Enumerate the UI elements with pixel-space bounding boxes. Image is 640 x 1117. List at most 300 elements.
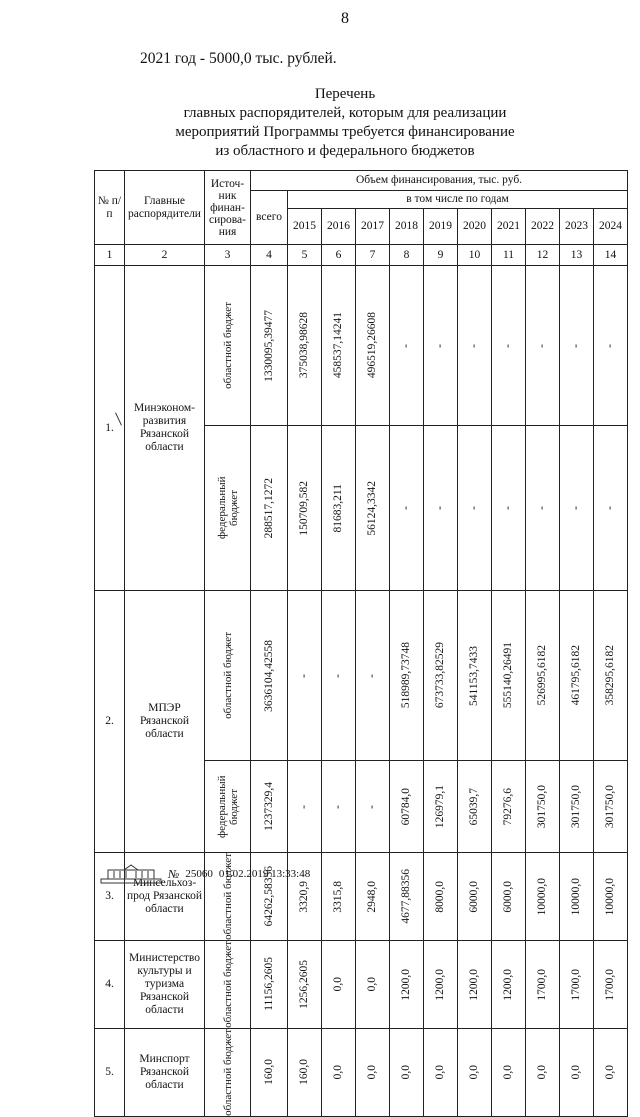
header-source: Источ-ник финан-сирова-ния xyxy=(205,171,251,245)
row-year-value-text: 79276,6 xyxy=(502,787,514,826)
row-year-value-text: - xyxy=(468,506,480,510)
row-year-value-wrap xyxy=(322,312,355,378)
row-total-text: 288517,1272 xyxy=(262,477,275,539)
row-year-value xyxy=(356,426,390,591)
row-year-value-text: 0,0 xyxy=(366,977,378,992)
column-number: 1 xyxy=(95,245,125,266)
row-year-value-wrap xyxy=(560,344,593,348)
row-year-value xyxy=(526,426,560,591)
column-number: 13 xyxy=(560,245,594,266)
row-total-wrap xyxy=(251,957,287,1011)
row-year-value xyxy=(288,1028,322,1116)
row-year-value xyxy=(390,853,424,941)
row-year-value-wrap xyxy=(356,881,389,913)
row-year-value-text: 0,0 xyxy=(434,1065,446,1080)
header-num: № п/п xyxy=(95,171,125,245)
row-year-value xyxy=(356,1028,390,1116)
row-year-value-wrap xyxy=(424,344,457,348)
row-year-value-text: - xyxy=(434,343,446,348)
row-year-value-wrap xyxy=(322,674,355,678)
header-year: 2020 xyxy=(458,209,492,245)
row-year-value xyxy=(424,940,458,1028)
row-year-value xyxy=(594,1028,628,1116)
row-year-value-text: - xyxy=(536,506,548,510)
row-year-value-wrap xyxy=(390,506,423,510)
row-year-value xyxy=(458,266,492,426)
column-number: 4 xyxy=(251,245,288,266)
row-year-value xyxy=(458,426,492,591)
row-year-value-wrap xyxy=(424,642,457,708)
row-source-wrap xyxy=(205,1029,250,1116)
row-total-wrap xyxy=(251,478,287,538)
row-year-value-text: 1700,0 xyxy=(536,968,548,1001)
row-year-value-wrap xyxy=(288,960,321,1009)
page-heading xyxy=(150,85,540,161)
column-number: 14 xyxy=(594,245,628,266)
row-year-value-text: - xyxy=(502,343,514,348)
row-year-value-wrap xyxy=(288,805,321,809)
row-year-value xyxy=(492,426,526,591)
row-year-value xyxy=(560,426,594,591)
row-year-value-wrap xyxy=(594,645,627,705)
row-year-value-wrap xyxy=(322,977,355,991)
row-year-value xyxy=(560,266,594,426)
row-year-value-wrap xyxy=(492,788,525,825)
row-year-value-text: 1200,0 xyxy=(502,968,514,1001)
header-year: 2022 xyxy=(526,209,560,245)
row-year-value xyxy=(356,266,390,426)
footer-number-mark: № xyxy=(168,866,180,881)
row-year-value xyxy=(322,591,356,761)
row-year-value xyxy=(322,853,356,941)
row-year-value-text: 461795,6182 xyxy=(570,645,582,706)
row-year-value xyxy=(492,940,526,1028)
header-year: 2018 xyxy=(390,209,424,245)
row-total-text: 1330095,39477 xyxy=(262,309,275,382)
row-year-value xyxy=(594,266,628,426)
table-row xyxy=(95,1028,628,1116)
row-source-text: областной бюджет xyxy=(221,632,234,719)
row-total xyxy=(251,266,288,426)
row-year-value xyxy=(424,1028,458,1116)
building-seal-icon xyxy=(100,864,162,884)
row-year-value-wrap xyxy=(526,969,559,1001)
row-year-value-text: 0,0 xyxy=(604,1065,616,1080)
row-year-value-wrap xyxy=(492,1065,525,1079)
row-year-value-wrap xyxy=(356,977,389,991)
row-year-value xyxy=(594,761,628,853)
row-year-value-text: 0,0 xyxy=(536,1065,548,1080)
column-number: 6 xyxy=(322,245,356,266)
row-year-value xyxy=(390,1028,424,1116)
row-source xyxy=(205,940,251,1028)
row-year-value-text: 65039,7 xyxy=(468,787,480,826)
row-year-value-text: 1200,0 xyxy=(400,968,412,1001)
row-source-text: федеральный бюджет xyxy=(215,775,240,838)
row-year-value xyxy=(594,591,628,761)
row-year-value xyxy=(492,1028,526,1116)
row-year-value-text: 0,0 xyxy=(570,1065,582,1080)
row-year-value-wrap xyxy=(322,805,355,809)
row-year-value xyxy=(356,591,390,761)
row-year-value-text: 10000,0 xyxy=(570,877,582,916)
row-year-value-wrap xyxy=(390,1065,423,1079)
row-year-value-wrap xyxy=(288,1059,321,1085)
row-year-value-wrap xyxy=(560,506,593,510)
row-year-value-text: 0,0 xyxy=(468,1065,480,1080)
row-total-wrap xyxy=(251,1059,287,1085)
row-year-value xyxy=(458,761,492,853)
row-year-value-text: 6000,0 xyxy=(468,880,480,913)
row-year-value-text: 2948,0 xyxy=(366,880,378,913)
row-year-value xyxy=(526,940,560,1028)
row-year-value xyxy=(322,266,356,426)
row-year-value-wrap xyxy=(560,785,593,828)
row-year-value xyxy=(424,266,458,426)
row-year-value-text: 160,0 xyxy=(298,1059,310,1086)
row-year-value-text: 3315,8 xyxy=(332,880,344,913)
row-year-value-text: 358295,6182 xyxy=(604,645,616,706)
row-year-value xyxy=(288,761,322,853)
row-organization: МПЭР Рязанской области xyxy=(125,591,205,853)
lead-line: 2021 год - 5000,0 тыс. рублей. xyxy=(140,50,337,67)
row-year-value-wrap xyxy=(526,1065,559,1079)
page-number: 8 xyxy=(341,10,349,27)
row-year-value-wrap xyxy=(356,805,389,809)
row-total-text: 160,0 xyxy=(262,1059,275,1086)
row-year-value xyxy=(458,853,492,941)
row-year-value-wrap xyxy=(458,344,491,348)
header-year: 2023 xyxy=(560,209,594,245)
row-year-value xyxy=(526,853,560,941)
row-year-value-wrap xyxy=(492,642,525,708)
row-year-value-text: 3320,9 xyxy=(298,880,310,913)
row-source-text: федеральный бюджет xyxy=(215,476,240,540)
row-year-value xyxy=(356,853,390,941)
row-year-value-wrap xyxy=(458,646,491,706)
row-year-value-wrap xyxy=(356,312,389,378)
row-year-value-wrap xyxy=(492,881,525,913)
row-year-value-wrap xyxy=(458,788,491,825)
row-year-value xyxy=(322,1028,356,1116)
row-year-value xyxy=(492,853,526,941)
row-year-value-wrap xyxy=(492,344,525,348)
column-number: 7 xyxy=(356,245,390,266)
row-year-value xyxy=(594,940,628,1028)
row-year-value xyxy=(594,853,628,941)
row-year-value-text: 1700,0 xyxy=(570,968,582,1001)
row-year-value-wrap xyxy=(560,969,593,1001)
row-year-value-wrap xyxy=(594,785,627,828)
row-year-value-wrap xyxy=(322,484,355,532)
row-total xyxy=(251,940,288,1028)
header-year: 2016 xyxy=(322,209,356,245)
row-year-value xyxy=(458,940,492,1028)
row-year-value xyxy=(288,940,322,1028)
row-year-value-wrap xyxy=(458,1065,491,1079)
header-year: 2019 xyxy=(424,209,458,245)
row-index: 5. xyxy=(95,1028,125,1116)
row-year-value-wrap xyxy=(288,312,321,378)
row-year-value xyxy=(526,761,560,853)
column-number: 2 xyxy=(125,245,205,266)
table-row xyxy=(95,940,628,1028)
row-year-value-text: 0,0 xyxy=(400,1065,412,1080)
row-year-value xyxy=(560,591,594,761)
row-year-value xyxy=(390,761,424,853)
row-year-value-wrap xyxy=(322,1065,355,1079)
row-total-text: 3636104,42558 xyxy=(262,639,275,712)
row-year-value-wrap xyxy=(356,481,389,536)
row-year-value-text: 301750,0 xyxy=(570,784,582,829)
row-year-value xyxy=(390,591,424,761)
heading-line-3: мероприятий Программы требуется финансирование xyxy=(175,124,515,140)
row-year-value-wrap xyxy=(526,506,559,510)
row-year-value-wrap xyxy=(526,785,559,828)
row-year-value-text: - xyxy=(604,343,616,348)
row-year-value xyxy=(560,940,594,1028)
row-organization: Минэконом-развития Рязанской области xyxy=(125,266,205,591)
table-row xyxy=(95,266,628,426)
row-organization: Минспорт Рязанской области xyxy=(125,1028,205,1116)
table-row xyxy=(95,591,628,761)
row-year-value-wrap xyxy=(594,878,627,915)
row-source-wrap xyxy=(205,632,250,719)
row-total xyxy=(251,1028,288,1116)
header-volume: Объем финансирования, тыс. руб. xyxy=(251,171,628,191)
row-year-value-text: 8000,0 xyxy=(434,880,446,913)
row-year-value-wrap xyxy=(390,969,423,1001)
row-year-value-text: 301750,0 xyxy=(604,784,616,829)
row-index: 1. xyxy=(95,266,125,591)
header-incl: в том числе по годам xyxy=(288,191,628,209)
row-year-value-text: - xyxy=(434,506,446,510)
row-year-value-text: - xyxy=(400,343,412,348)
row-total-text: 1237329,4 xyxy=(262,782,275,831)
header-year: 2015 xyxy=(288,209,322,245)
row-year-value xyxy=(390,426,424,591)
row-year-value-wrap xyxy=(526,878,559,915)
row-year-value xyxy=(424,591,458,761)
row-year-value xyxy=(322,761,356,853)
row-year-value xyxy=(560,761,594,853)
row-year-value-text: 1200,0 xyxy=(434,968,446,1001)
row-total-text: 64262,58356 xyxy=(262,866,275,927)
row-year-value xyxy=(424,853,458,941)
row-year-value-text: 10000,0 xyxy=(536,877,548,916)
row-year-value-wrap xyxy=(458,969,491,1001)
row-year-value-wrap xyxy=(356,1065,389,1079)
row-index: 4. xyxy=(95,940,125,1028)
row-year-value-text: 555140,26491 xyxy=(502,642,514,709)
row-year-value-text: 56124,3342 xyxy=(366,480,378,536)
row-year-value-text: - xyxy=(570,506,582,510)
row-year-value-text: 4677,88356 xyxy=(400,869,412,924)
row-year-value-text: - xyxy=(468,343,480,348)
row-year-value-text: 1200,0 xyxy=(468,968,480,1001)
row-year-value xyxy=(458,1028,492,1116)
row-year-value-wrap xyxy=(390,788,423,825)
row-year-value xyxy=(424,761,458,853)
row-year-value-text: - xyxy=(536,343,548,348)
row-source xyxy=(205,426,251,591)
row-index: 3. xyxy=(95,853,125,941)
row-year-value-text: 0,0 xyxy=(502,1065,514,1080)
row-year-value-wrap xyxy=(560,878,593,915)
row-source xyxy=(205,591,251,761)
row-year-value-text: 458537,14241 xyxy=(332,312,344,379)
header-year: 2021 xyxy=(492,209,526,245)
column-number: 12 xyxy=(526,245,560,266)
row-index: 2. xyxy=(95,591,125,853)
row-year-value-text: 526995,6182 xyxy=(536,645,548,706)
row-year-value-text: 0,0 xyxy=(332,977,344,992)
row-year-value xyxy=(322,426,356,591)
footer-timestamp: 01.02.2019 13:33:48 xyxy=(218,868,311,880)
row-year-value-wrap xyxy=(458,506,491,510)
row-year-value-text: 1700,0 xyxy=(604,968,616,1001)
row-total-wrap xyxy=(251,310,287,382)
row-year-value-wrap xyxy=(356,674,389,678)
row-source xyxy=(205,266,251,426)
row-year-value-wrap xyxy=(424,785,457,828)
row-year-value-wrap xyxy=(322,881,355,913)
row-year-value-text: 0,0 xyxy=(332,1065,344,1080)
column-number: 10 xyxy=(458,245,492,266)
row-year-value xyxy=(390,266,424,426)
row-year-value-text: 6000,0 xyxy=(502,880,514,913)
row-year-value xyxy=(526,591,560,761)
row-year-value xyxy=(594,426,628,591)
header-total: всего xyxy=(251,191,288,245)
row-year-value-text: - xyxy=(298,673,310,678)
row-year-value-wrap xyxy=(492,969,525,1001)
row-year-value-wrap xyxy=(526,344,559,348)
row-year-value-text: - xyxy=(570,343,582,348)
row-total-wrap xyxy=(251,640,287,712)
row-year-value-text: - xyxy=(604,506,616,510)
row-year-value-wrap xyxy=(424,969,457,1001)
heading-line-1: Перечень xyxy=(314,86,376,102)
row-year-value-wrap xyxy=(594,506,627,510)
column-number: 9 xyxy=(424,245,458,266)
row-year-value-wrap xyxy=(594,344,627,348)
row-source-text: областной бюджет xyxy=(221,940,234,1028)
row-year-value-wrap xyxy=(560,645,593,705)
row-year-value xyxy=(492,761,526,853)
row-year-value-wrap xyxy=(458,881,491,913)
row-year-value-text: 150709,582 xyxy=(298,480,310,536)
footer xyxy=(100,864,310,884)
row-year-value-text: 60784,0 xyxy=(400,787,412,826)
heading-line-4: из областного и федерального бюджетов xyxy=(215,143,475,159)
row-year-value-text: 541153,7433 xyxy=(468,645,480,706)
row-year-value xyxy=(424,426,458,591)
row-total xyxy=(251,591,288,761)
row-year-value-text: - xyxy=(400,506,412,510)
row-year-value xyxy=(390,940,424,1028)
row-year-value-text: - xyxy=(332,673,344,678)
column-number: 3 xyxy=(205,245,251,266)
row-total-text: 11156,2605 xyxy=(262,957,275,1012)
column-number: 5 xyxy=(288,245,322,266)
column-number: 11 xyxy=(492,245,526,266)
row-year-value-text: 375038,98628 xyxy=(298,312,310,379)
row-year-value-wrap xyxy=(288,481,321,536)
row-year-value-wrap xyxy=(594,969,627,1001)
row-year-value-text: 301750,0 xyxy=(536,784,548,829)
header-year: 2024 xyxy=(594,209,628,245)
row-year-value xyxy=(356,940,390,1028)
row-year-value-wrap xyxy=(390,869,423,924)
row-year-value-wrap xyxy=(390,642,423,708)
row-year-value-wrap xyxy=(424,881,457,913)
row-year-value-text: 0,0 xyxy=(366,1065,378,1080)
row-year-value-text: 496519,26608 xyxy=(366,312,378,379)
row-organization: Минсельхоз-прод Рязанской области xyxy=(125,853,205,941)
row-year-value-text: - xyxy=(366,804,378,809)
row-source-wrap xyxy=(205,762,250,852)
row-year-value xyxy=(322,940,356,1028)
footer-doc-id: 25060 xyxy=(185,868,213,880)
row-year-value-text: 673733,82529 xyxy=(434,642,446,709)
row-year-value-wrap xyxy=(526,645,559,705)
row-year-value-wrap xyxy=(424,506,457,510)
row-year-value-text: - xyxy=(366,673,378,678)
row-total xyxy=(251,761,288,853)
row-year-value xyxy=(526,266,560,426)
row-year-value xyxy=(560,1028,594,1116)
row-year-value xyxy=(458,591,492,761)
financing-table xyxy=(94,170,628,1117)
row-source xyxy=(205,761,251,853)
row-source-wrap xyxy=(205,463,250,553)
row-source-wrap xyxy=(205,941,250,1028)
row-year-value-text: - xyxy=(332,804,344,809)
row-total xyxy=(251,426,288,591)
row-year-value-text: - xyxy=(502,506,514,510)
row-source xyxy=(205,1028,251,1116)
row-year-value xyxy=(492,266,526,426)
row-year-value xyxy=(288,591,322,761)
row-total-wrap xyxy=(251,782,287,831)
row-year-value xyxy=(288,426,322,591)
row-year-value-wrap xyxy=(560,1065,593,1079)
row-year-value-text: 126979,1 xyxy=(434,784,446,829)
row-source-wrap xyxy=(205,302,250,389)
row-year-value-wrap xyxy=(492,506,525,510)
row-year-value xyxy=(356,761,390,853)
row-year-value-wrap xyxy=(288,881,321,913)
row-year-value-text: 1256,2605 xyxy=(298,959,310,1009)
header-org: Главные распорядители xyxy=(125,171,205,245)
header-year: 2017 xyxy=(356,209,390,245)
row-year-value-wrap xyxy=(424,1065,457,1079)
row-year-value-wrap xyxy=(390,344,423,348)
row-source-text: областной бюджет xyxy=(221,1028,234,1116)
row-year-value-text: - xyxy=(298,804,310,809)
heading-line-2: главных распорядителей, которым для реализации xyxy=(183,105,507,121)
row-year-value-text: 10000,0 xyxy=(604,877,616,916)
row-year-value xyxy=(288,266,322,426)
row-organization: Министерство культуры и туризма Рязанской области xyxy=(125,940,205,1028)
row-year-value xyxy=(560,853,594,941)
row-year-value-text: 518989,73748 xyxy=(400,642,412,709)
row-year-value xyxy=(492,591,526,761)
row-year-value-text: 81683,211 xyxy=(332,483,344,533)
row-year-value-wrap xyxy=(288,674,321,678)
row-year-value-wrap xyxy=(594,1065,627,1079)
